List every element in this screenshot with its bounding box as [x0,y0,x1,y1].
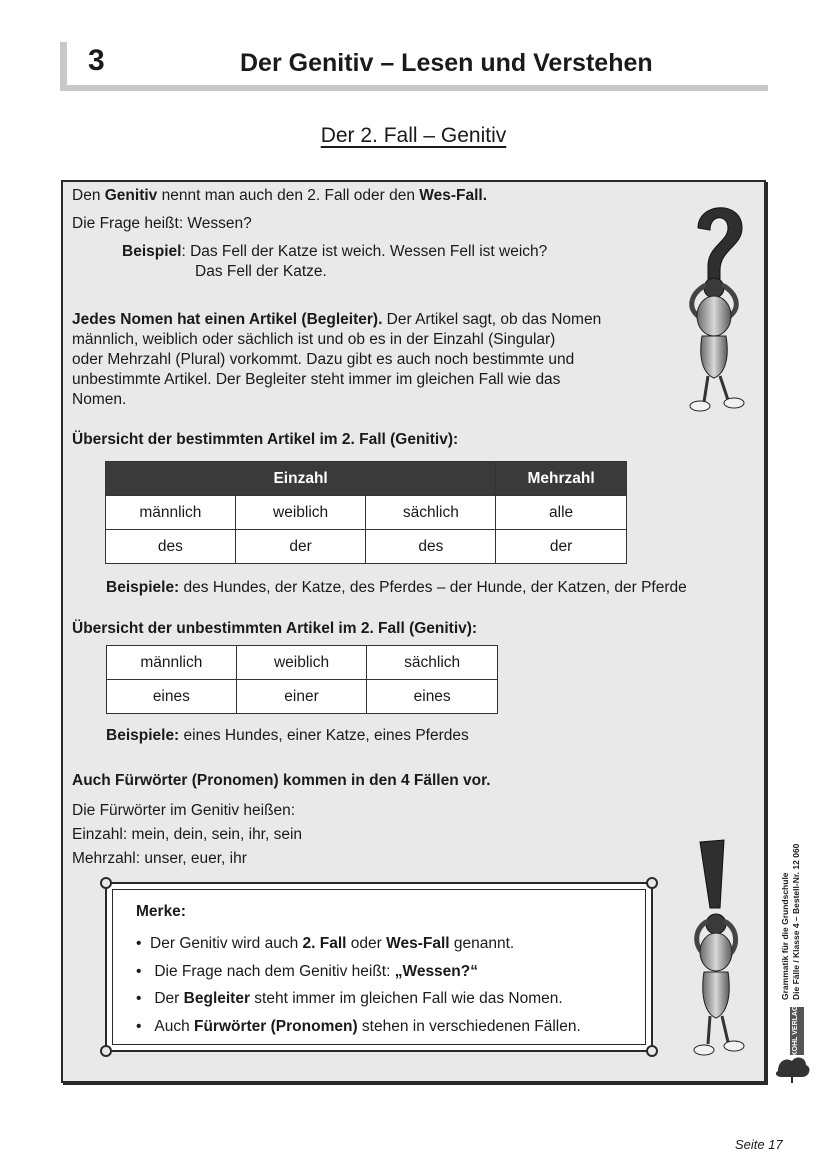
page-title: Der Genitiv – Lesen und Verstehen [240,49,653,77]
table-cell: eines [107,680,237,714]
pronoun-heading: Auch Fürwörter (Pronomen) kommen in den 4 Fällen vor. [72,772,491,789]
frame-corner [646,1045,658,1057]
table-cell: weiblich [235,496,366,530]
indefinite-examples: Beispiele: eines Hundes, einer Katze, eines Pferdes [106,727,469,744]
table-row [106,496,627,530]
side-caption-line-2: Die Fälle / Klasse 4 – Bestell-Nr. 12 060 [791,843,801,1000]
exclamation-mark-figure-icon [690,838,760,1060]
pronoun-line-3: Mehrzahl: unser, euer, ihr [72,850,247,867]
definite-heading: Übersicht der bestimmten Artikel im 2. Fall (Genitiv): [72,431,459,448]
example-line-2: Das Fell der Katze. [195,263,327,280]
table-header-singular: Einzahl [106,462,496,496]
side-caption [780,760,802,1000]
table-cell: alle [496,496,627,530]
frame-corner [100,877,112,889]
table-cell: sächlich [366,496,496,530]
header-bar-left [60,42,67,90]
paragraph-line-3: oder Mehrzahl (Plural) vorkommt. Dazu gibt es auch noch bestimmte und [72,351,575,368]
table-row [107,680,498,714]
pronoun-line-1: Die Fürwörter im Genitiv heißen: [72,802,296,819]
question-mark-figure-icon [680,200,762,415]
merke-bullet-2: • Die Frage nach dem Genitiv heißt: „Wessen?“ [136,963,478,980]
svg-text:KOHL VERLAG: KOHL VERLAG [792,1005,799,1057]
pronoun-line-2: Einzahl: mein, dein, sein, ihr, sein [72,826,303,843]
intro-line-1: Den Genitiv nennt man auch den 2. Fall oder den Wes-Fall. [72,187,488,204]
intro-line-2: Die Frage heißt: Wessen? [72,215,252,232]
indefinite-article-table [106,645,498,714]
table-cell: der [235,530,366,564]
side-caption-line-1: Grammatik für die Grundschule [780,872,790,1000]
page-number: Seite 17 [735,1137,783,1152]
table-cell: der [496,530,627,564]
merke-title: Merke: [136,903,186,920]
section-subtitle: Der 2. Fall – Genitiv [320,124,507,147]
indefinite-heading: Übersicht der unbestimmten Artikel im 2. Fall (Genitiv): [72,620,478,637]
merke-bullet-1: • Der Genitiv wird auch 2. Fall oder Wes-Fall genannt. [136,935,515,952]
publisher-logo-icon [772,1005,818,1085]
table-cell: des [366,530,496,564]
frame-corner [100,1045,112,1057]
table-cell: männlich [107,646,237,680]
chapter-number: 3 [88,44,105,77]
frame-corner [646,877,658,889]
paragraph-line-4: unbestimmte Artikel. Der Begleiter steht immer im gleichen Fall wie das [72,371,561,388]
table-row [107,646,498,680]
definite-examples: Beispiele: des Hundes, der Katze, des Pferdes – der Hunde, der Katzen, der Pferde [106,579,687,596]
table-cell: des [106,530,236,564]
paragraph-line-2: männlich, weiblich oder sächlich ist und ob es in der Einzahl (Singular) [72,331,556,348]
example-line-1: Beispiel: Das Fell der Katze ist weich. Wessen Fell ist weich? [122,243,548,260]
table-cell: männlich [106,496,236,530]
header-bar-bottom [60,85,768,91]
table-cell: einer [236,680,367,714]
merke-bullet-3: • Der Begleiter steht immer im gleichen Fall wie das Nomen. [136,990,563,1007]
table-header-plural: Mehrzahl [496,462,627,496]
definite-article-table [105,461,627,564]
table-cell: sächlich [367,646,498,680]
table-row [106,530,627,564]
table-cell: weiblich [236,646,367,680]
paragraph-line-5: Nomen. [72,391,127,408]
paragraph-line-1: Jedes Nomen hat einen Artikel (Begleiter). Der Artikel sagt, ob das Nomen [72,311,602,328]
merke-bullet-4: • Auch Fürwörter (Pronomen) stehen in verschiedenen Fällen. [136,1018,581,1035]
table-cell: eines [367,680,498,714]
